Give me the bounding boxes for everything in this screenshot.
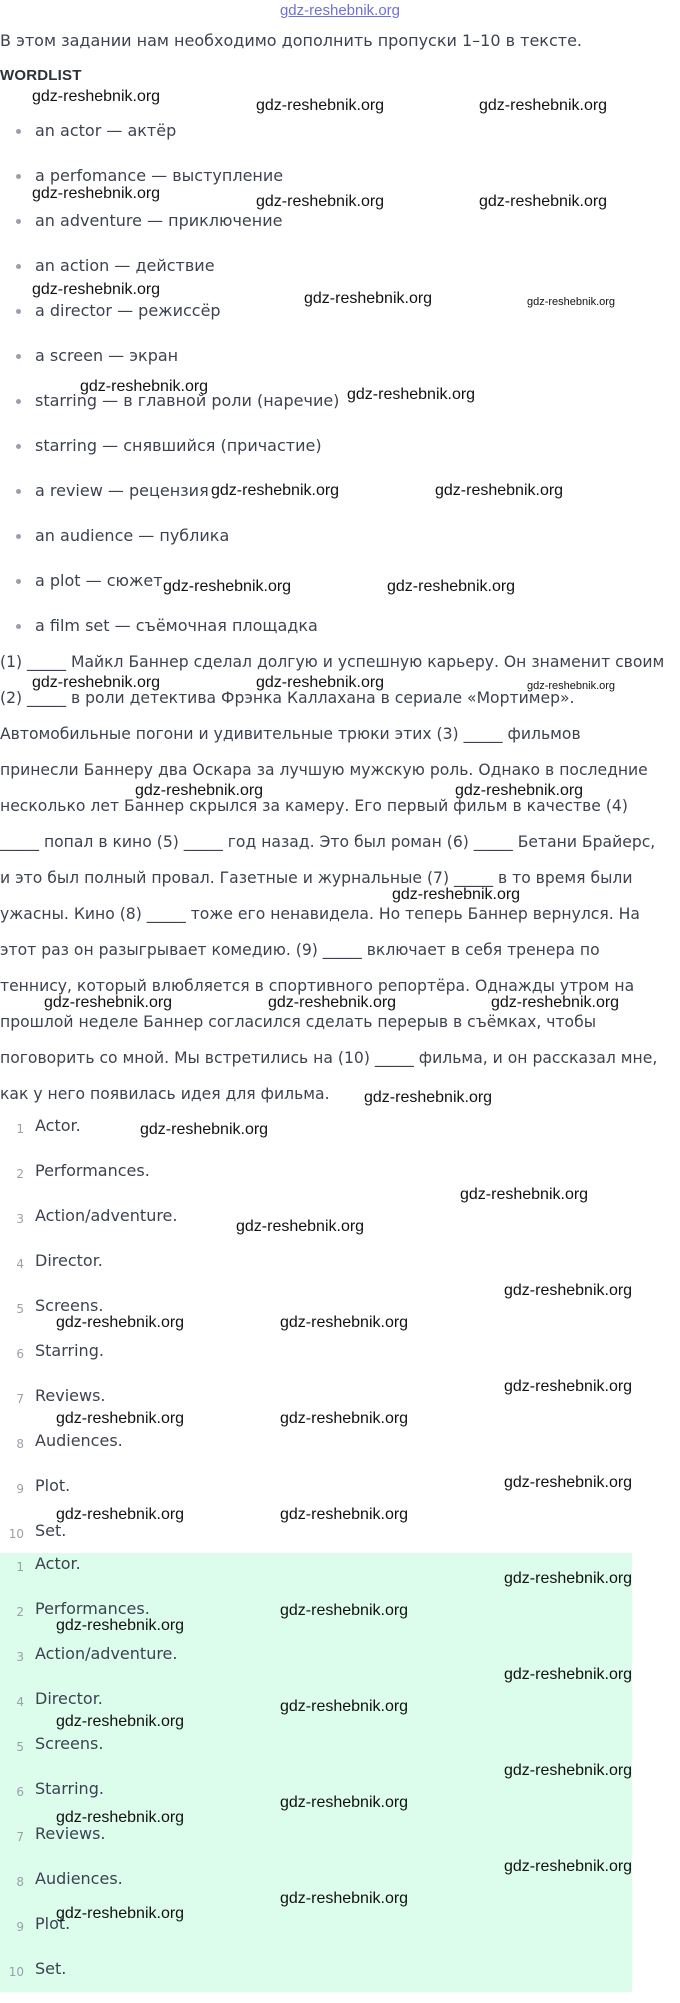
watermark: gdz-reshebnik.org [504, 1378, 633, 1395]
watermark: gdz-reshebnik.org [236, 1218, 365, 1235]
watermark: gdz-reshebnik.org [504, 1282, 633, 1299]
bullet-icon [16, 129, 21, 134]
answer-number: 3 [16, 1650, 24, 1664]
watermark: gdz-reshebnik.org [527, 296, 616, 308]
watermark: gdz-reshebnik.org [504, 1858, 633, 1875]
answer-number: 4 [16, 1695, 24, 1709]
wordlist-item: an actor — актёр [0, 120, 339, 165]
answer-text: Director. [35, 1689, 103, 1708]
text-line: теннису, который влюбляется в спортивного репортёра. Однажды утром на [0, 977, 635, 995]
watermark: gdz-reshebnik.org [280, 1410, 409, 1427]
answer-text: Performances. [35, 1599, 150, 1618]
wordlist-item: a plot — сюжет [0, 570, 339, 615]
answer-number: 8 [16, 1875, 24, 1889]
watermark: gdz-reshebnik.org [455, 782, 584, 799]
answer-number: 3 [16, 1212, 24, 1226]
wordlist-item: starring — в главной роли (наречие) [0, 390, 339, 435]
wordlist-item: an adventure — приключение [0, 210, 339, 255]
bullet-icon [16, 354, 21, 359]
answer-number: 6 [16, 1785, 24, 1799]
watermark: gdz-reshebnik.org [280, 1602, 409, 1619]
text-line: _____ попал в кино (5) _____ год назад. Это был роман (6) _____ Бетани Брайерс, [0, 833, 656, 851]
answer-number: 2 [16, 1605, 24, 1619]
watermark: gdz-reshebnik.org [304, 290, 433, 307]
watermark: gdz-reshebnik.org [163, 578, 292, 595]
answer-number: 7 [16, 1830, 24, 1844]
bullet-icon [16, 219, 21, 224]
bullet-icon [16, 579, 21, 584]
watermark: gdz-reshebnik.org [211, 482, 340, 499]
watermark: gdz-reshebnik.org [44, 994, 173, 1011]
watermark: gdz-reshebnik.org [32, 281, 161, 298]
watermark: gdz-reshebnik.org [32, 185, 161, 202]
answer-text: Reviews. [35, 1386, 106, 1405]
watermark: gdz-reshebnik.org [140, 1121, 269, 1138]
answer-list [0, 1115, 680, 1565]
text-line: принесли Баннеру два Оскара за лучшую мужскую роль. Однако в последние [0, 761, 648, 779]
watermark: gdz-reshebnik.org [280, 1698, 409, 1715]
answer-number: 6 [16, 1347, 24, 1361]
watermark: gdz-reshebnik.org [435, 482, 564, 499]
wordlist-item: a director — режиссёр [0, 300, 339, 345]
watermark: gdz-reshebnik.org [256, 193, 385, 210]
text-line: как у него появилась идея для фильма. [0, 1085, 330, 1103]
watermark: gdz-reshebnik.org [56, 1713, 185, 1730]
bullet-icon [16, 624, 21, 629]
bullet-icon [16, 264, 21, 269]
watermark: gdz-reshebnik.org [256, 674, 385, 691]
watermark: gdz-reshebnik.org [479, 97, 608, 114]
answer-number: 10 [8, 1527, 24, 1541]
exercise-text [0, 648, 680, 1116]
answer-item [0, 1115, 680, 1160]
answer-number: 9 [16, 1482, 24, 1496]
answer-number: 5 [16, 1302, 24, 1316]
answer-number: 8 [16, 1437, 24, 1451]
answer-text: Actor. [35, 1116, 81, 1135]
watermark: gdz-reshebnik.org [56, 1809, 185, 1826]
answer-number: 4 [16, 1257, 24, 1271]
answer-text: Screens. [35, 1734, 104, 1753]
text-line: (2) _____ в роли детектива Фрэнка Каллахана в сериале «Мортимер». [0, 689, 575, 707]
bullet-icon [16, 444, 21, 449]
answer-number: 5 [16, 1740, 24, 1754]
text-line: этот раз он разыгрывает комедию. (9) _____ включает в себя тренера по [0, 941, 600, 959]
answer-text: Performances. [35, 1161, 150, 1180]
watermark: gdz-reshebnik.org [280, 1506, 409, 1523]
text-line: Автомобильные погони и удивительные трюки этих (3) _____ фильмов [0, 725, 581, 743]
watermark: gdz-reshebnik.org [32, 674, 161, 691]
answer-text: Screens. [35, 1296, 104, 1315]
answer-item [0, 1430, 680, 1475]
text-line: ужасны. Кино (8) _____ тоже его ненавидела. Но теперь Баннер вернулся. На [0, 905, 640, 923]
text-line: несколько лет Баннер скрылся за камеру. Его первый фильм в качестве (4) [0, 797, 628, 815]
answer-number: 1 [16, 1560, 24, 1574]
watermark: gdz-reshebnik.org [80, 378, 209, 395]
wordlist-item: a review — рецензия [0, 480, 339, 525]
answer-number: 9 [16, 1920, 24, 1934]
bullet-icon [16, 309, 21, 314]
bullet-icon [16, 399, 21, 404]
answer-text: Reviews. [35, 1824, 106, 1843]
bullet-icon [16, 174, 21, 179]
text-line: (1) _____ Майкл Баннер сделал долгую и успешную карьеру. Он знаменит своим [0, 653, 665, 671]
watermark: gdz-reshebnik.org [347, 386, 476, 403]
wordlist-title: WORDLIST [0, 67, 82, 84]
answer-text: Actor. [35, 1554, 81, 1573]
text-line: поговорить со мной. Мы встретились на (10) _____ фильма, и он рассказал мне, [0, 1049, 658, 1067]
site-link[interactable]: gdz-reshebnik.org [279, 2, 401, 19]
wordlist-item: a perfomance — выступление [0, 165, 339, 210]
answer-text: Starring. [35, 1341, 104, 1360]
answer-text: Starring. [35, 1779, 104, 1798]
answer-number: 2 [16, 1167, 24, 1181]
watermark: gdz-reshebnik.org [479, 193, 608, 210]
answer-text: Director. [35, 1251, 103, 1270]
answer-number: 1 [16, 1122, 24, 1136]
watermark: gdz-reshebnik.org [364, 1089, 493, 1106]
watermark: gdz-reshebnik.org [504, 1666, 633, 1683]
watermark: gdz-reshebnik.org [56, 1314, 185, 1331]
watermark: gdz-reshebnik.org [527, 680, 616, 692]
wordlist-item: a screen — экран [0, 345, 339, 390]
watermark: gdz-reshebnik.org [387, 578, 516, 595]
watermark: gdz-reshebnik.org [256, 97, 385, 114]
answer-text: Set. [35, 1959, 67, 1978]
answer-text: Audiences. [35, 1869, 123, 1888]
watermark: gdz-reshebnik.org [280, 1890, 409, 1907]
watermark: gdz-reshebnik.org [504, 1570, 633, 1587]
answer-number: 7 [16, 1392, 24, 1406]
answer-item [0, 1958, 632, 2003]
answer-text: Set. [35, 1521, 67, 1540]
watermark: gdz-reshebnik.org [56, 1617, 185, 1634]
wordlist-item: an action — действие [0, 255, 339, 300]
watermark: gdz-reshebnik.org [268, 994, 397, 1011]
answer-text: Audiences. [35, 1431, 123, 1450]
watermark: gdz-reshebnik.org [491, 994, 620, 1011]
watermark: gdz-reshebnik.org [56, 1506, 185, 1523]
watermark: gdz-reshebnik.org [460, 1186, 589, 1203]
intro-text: В этом задании нам необходимо дополнить пропуски 1–10 в тексте. [0, 31, 582, 50]
watermark: gdz-reshebnik.org [32, 88, 161, 105]
watermark: gdz-reshebnik.org [56, 1905, 185, 1922]
text-line: и это был полный провал. Газетные и журнальные (7) _____ в то время были [0, 869, 633, 887]
bullet-icon [16, 489, 21, 494]
answer-text: Plot. [35, 1476, 71, 1495]
text-line: прошлой неделе Баннер согласился сделать перерыв в съёмках, чтобы [0, 1013, 597, 1031]
watermark: gdz-reshebnik.org [280, 1794, 409, 1811]
watermark: gdz-reshebnik.org [280, 1314, 409, 1331]
answer-text: Action/adventure. [35, 1206, 178, 1225]
wordlist-item: an audience — публика [0, 525, 339, 570]
wordlist-item: a film set — съёмочная площадка [0, 615, 339, 660]
watermark: gdz-reshebnik.org [56, 1410, 185, 1427]
watermark: gdz-reshebnik.org [392, 886, 521, 903]
watermark: gdz-reshebnik.org [135, 782, 264, 799]
watermark: gdz-reshebnik.org [504, 1762, 633, 1779]
wordlist-item: starring — снявшийся (причастие) [0, 435, 339, 480]
watermark: gdz-reshebnik.org [504, 1474, 633, 1491]
answer-number: 10 [8, 1965, 24, 1979]
answer-text: Action/adventure. [35, 1644, 178, 1663]
bullet-icon [16, 534, 21, 539]
answer-text: Plot. [35, 1914, 71, 1933]
